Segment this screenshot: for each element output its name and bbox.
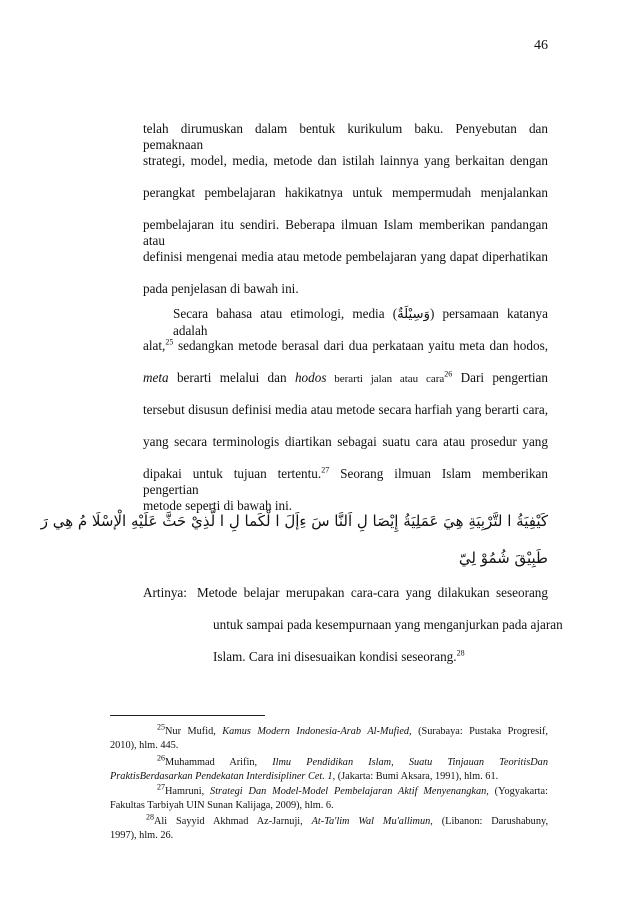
arabic-quote-line: طَبِيْقَ شُمُوْ لِيّ — [458, 549, 548, 567]
text-line: pada penjelasan di bawah ini. — [143, 281, 299, 296]
footnote-25 — [110, 722, 548, 738]
footnote-number: 25 — [157, 722, 165, 732]
footnote-title: At-Ta'lim Wal Mu'allimun, — [311, 816, 433, 827]
footnote-25-cont: 2010), hlm. 445. — [110, 740, 179, 751]
footnote-divider — [110, 715, 265, 716]
translation-line: Metode belajar merupakan cara-cara yang dilakukan seseorang — [197, 585, 548, 600]
footnote-text: (Yogyakarta: — [488, 786, 548, 797]
text-line — [143, 306, 548, 339]
footnote-title: Ilmu Pendidikan Islam, Suatu Tinjauan TeoritisDan — [272, 757, 548, 768]
text-span: berarti jalan atau cara — [326, 373, 445, 385]
text-line — [143, 466, 548, 498]
text-line: tersebut disusun definisi media atau metode secara harfiah yang berarti cara, — [143, 402, 548, 417]
text-line: yang secara terminologis diartikan sebagai suatu cara atau prosedur yang — [143, 434, 548, 449]
translation-line: untuk sampai pada kesempurnaan yang menganjurkan pada ajaran — [213, 617, 563, 632]
footnote-author: Nur Mufid, — [165, 726, 223, 737]
text-span: ) persamaan katanya adalah — [173, 306, 548, 338]
footnote-26 — [110, 753, 548, 769]
translation-line — [213, 649, 548, 665]
footnote-title: PraktisBerdasarkan Pendekatan Interdisipliner Cet. 1, — [110, 771, 336, 782]
footnote-ref: 27 — [321, 465, 330, 475]
text-span: sedangkan metode berasal dari dua perkataan yaitu meta dan hodos, — [173, 338, 548, 353]
text-line: telah dirumuskan dalam bentuk kurikulum baku. Penyebutan dan pemaknaan — [143, 121, 548, 152]
footnote-28-cont: 1997), hlm. 26. — [110, 830, 174, 841]
footnote-author: Hamruni, — [165, 786, 211, 797]
text-span: alat, — [143, 338, 166, 353]
text-span: Seorang ilmuan Islam memberikan pengertian — [143, 466, 548, 497]
arabic-word: وَسِيْلَةٌ — [397, 307, 430, 322]
page-number: 46 — [534, 38, 548, 53]
text-span: Dari pengertian — [452, 370, 548, 385]
footnote-26-cont — [110, 770, 548, 783]
footnote-title: Strategi Dan Model-Model Pembelajaran Aktif Menyenangkan, — [210, 786, 489, 797]
arabic-quote-line: كَيْفِيَةُ ا لتَّرْبِيَةِ هِيَ عَمَلِيَةُ إِيْصَا لِ اَلنَّا سَ ءِإَلَ ا لْكَما لِ ا لَّذِيْ حَثَّ عَلَيْهِ الْإسْلَا مُ هِي رَ — [40, 512, 548, 530]
footnote-28 — [110, 812, 549, 828]
footnote-number: 28 — [146, 812, 154, 822]
text-line: pembelajaran itu sendiri. Beberapa ilmuan Islam memberikan pandangan atau — [143, 217, 548, 248]
text-line: strategi, model, media, metode dan istilah lainnya yang berkaitan dengan — [143, 153, 548, 168]
footnote-27-cont: Fakultas Tarbiyah UIN Sunan Kalijaga, 2009), hlm. 6. — [110, 800, 334, 811]
footnote-text: (Libanon: Darushabuny, — [432, 816, 549, 827]
text-span: Secara bahasa atau etimologi, media ( — [173, 306, 398, 321]
footnote-text: (Jakarta: Bumi Aksara, 1991), hlm. 61. — [335, 771, 499, 782]
footnote-ref: 25 — [165, 337, 174, 347]
text-line — [143, 370, 548, 387]
text-line — [143, 338, 548, 354]
text-line: metode seperti di bawah ini. — [143, 498, 293, 513]
footnote-text: (Surabaya: Pustaka Progresif, — [411, 726, 548, 737]
text-line: definisi mengenai media atau metode pembelajaran yang dapat diperhatikan — [143, 249, 548, 264]
footnote-number: 26 — [157, 753, 165, 763]
italic-term: hodos — [294, 370, 327, 385]
text-span: berarti melalui dan — [168, 370, 295, 385]
footnote-author: Muhammad Arifin, — [165, 757, 273, 768]
footnote-number: 27 — [157, 782, 165, 792]
footnote-27 — [110, 782, 548, 798]
footnote-author: Ali Sayyid Akhmad Az-Jarnuji, — [154, 816, 312, 827]
footnote-ref: 26 — [444, 369, 453, 379]
text-span: Islam. Cara ini disesuaikan kondisi seseorang. — [213, 649, 457, 664]
footnote-title: Kamus Modern Indonesia-Arab Al-Mufied, — [222, 726, 412, 737]
italic-term: meta — [143, 370, 169, 385]
text-line: perangkat pembelajaran hakikatnya untuk mempermudah menjalankan — [143, 185, 548, 200]
footnote-ref: 28 — [456, 648, 465, 658]
translation-label: Artinya: — [143, 585, 187, 600]
text-span: dipakai untuk tujuan tertentu. — [143, 466, 322, 481]
